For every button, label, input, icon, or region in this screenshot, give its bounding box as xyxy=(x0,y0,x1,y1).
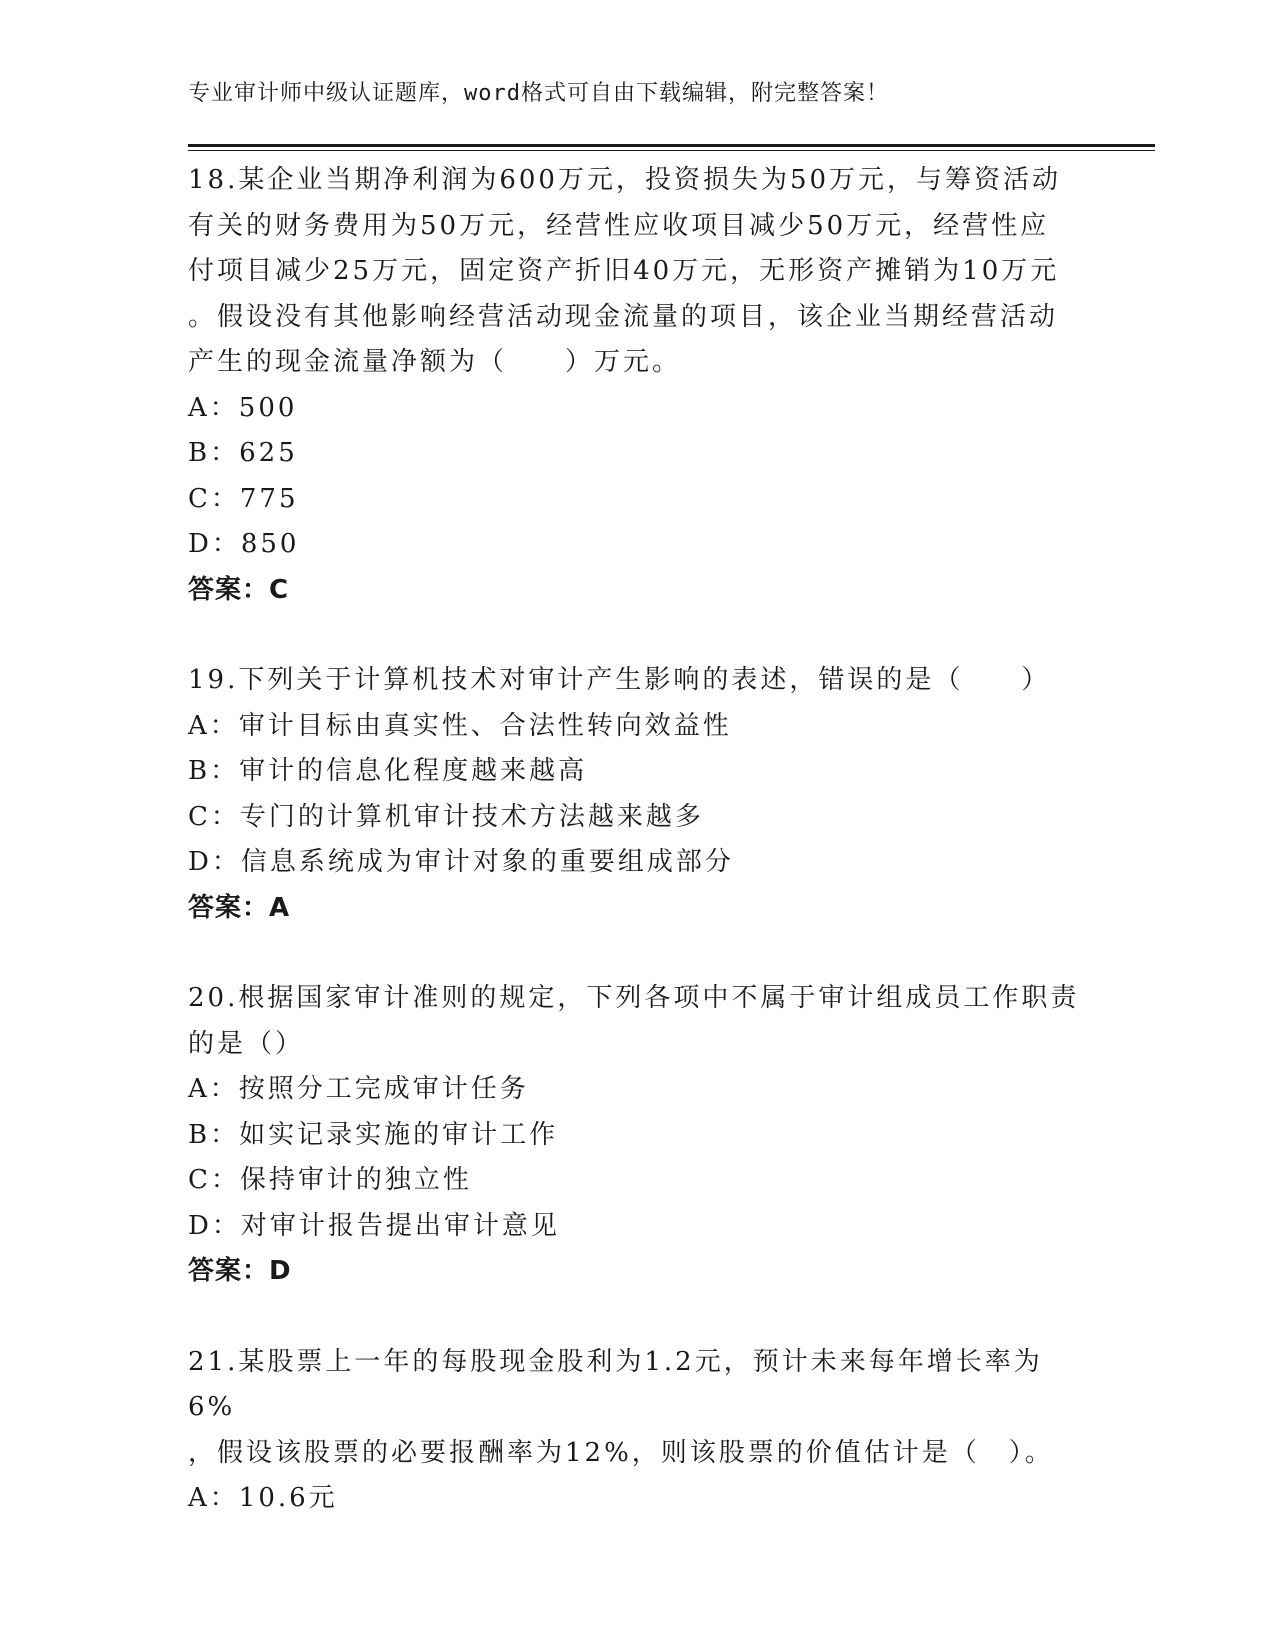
page-header: 专业审计师中级认证题库，word格式可自由下载编辑，附完整答案！ xyxy=(188,81,889,106)
option-b: B：625 xyxy=(188,438,298,468)
answer: 答案：D xyxy=(188,1256,292,1286)
question-19 xyxy=(188,658,1088,931)
question-line: 产生的现金流量净额为（ ）万元。 xyxy=(188,347,682,377)
option-a: A：审计目标由真实性、合法性转向效益性 xyxy=(188,710,732,741)
spacer xyxy=(188,613,1088,658)
option-c: C：专门的计算机审计技术方法越来越多 xyxy=(188,801,704,832)
answer: 答案：C xyxy=(188,574,290,605)
question-21 xyxy=(188,1340,1088,1522)
question-line: 21.某股票上一年的每股现金股利为1.2元，预计未来每年增长率为6% xyxy=(188,1346,1043,1422)
option-d: D：信息系统成为审计对象的重要组成部分 xyxy=(188,847,734,877)
header-rule-thin xyxy=(188,150,1155,151)
question-line: 有关的财务费用为50万元，经营性应收项目减少50万元，经营性应 xyxy=(188,210,1050,241)
option-a: A：按照分工完成审计任务 xyxy=(188,1074,529,1104)
option-d: D：对审计报告提出审计意见 xyxy=(188,1210,560,1241)
question-line: 18.某企业当期净利润为600万元，投资损失为50万元，与筹资活动 xyxy=(188,165,1062,195)
option-b: B：审计的信息化程度越来越高 xyxy=(188,756,588,786)
option-c: C：保持审计的独立性 xyxy=(188,1165,472,1195)
option-a: A：10.6元 xyxy=(188,1483,338,1513)
question-line: 的是（） xyxy=(188,1028,305,1059)
question-20 xyxy=(188,976,1088,1295)
option-c: C：775 xyxy=(188,483,299,514)
question-line: 付项目减少25万元，固定资产折旧40万元，无形资产摊销为10万元 xyxy=(188,256,1060,286)
answer: 答案：A xyxy=(188,892,291,923)
option-d: D：850 xyxy=(188,529,300,559)
question-18 xyxy=(188,158,1088,613)
header-rule-thick xyxy=(188,144,1155,147)
question-line: 20.根据国家审计准则的规定，下列各项中不属于审计组成员工作职责 xyxy=(188,983,1080,1013)
option-b: B：如实记录实施的审计工作 xyxy=(188,1119,559,1150)
spacer xyxy=(188,1295,1088,1340)
question-line: ，假设该股票的必要报酬率为12%，则该股票的价值估计是（ ）。 xyxy=(188,1437,1054,1468)
option-a: A：500 xyxy=(188,392,298,423)
question-line: 。假设没有其他影响经营活动现金流量的项目，该企业当期经营活动 xyxy=(188,301,1059,332)
spacer xyxy=(188,931,1088,976)
question-line: 19.下列关于计算机技术对审计产生影响的表述，错误的是（ ） xyxy=(188,665,1051,695)
question-list xyxy=(188,158,1088,1522)
